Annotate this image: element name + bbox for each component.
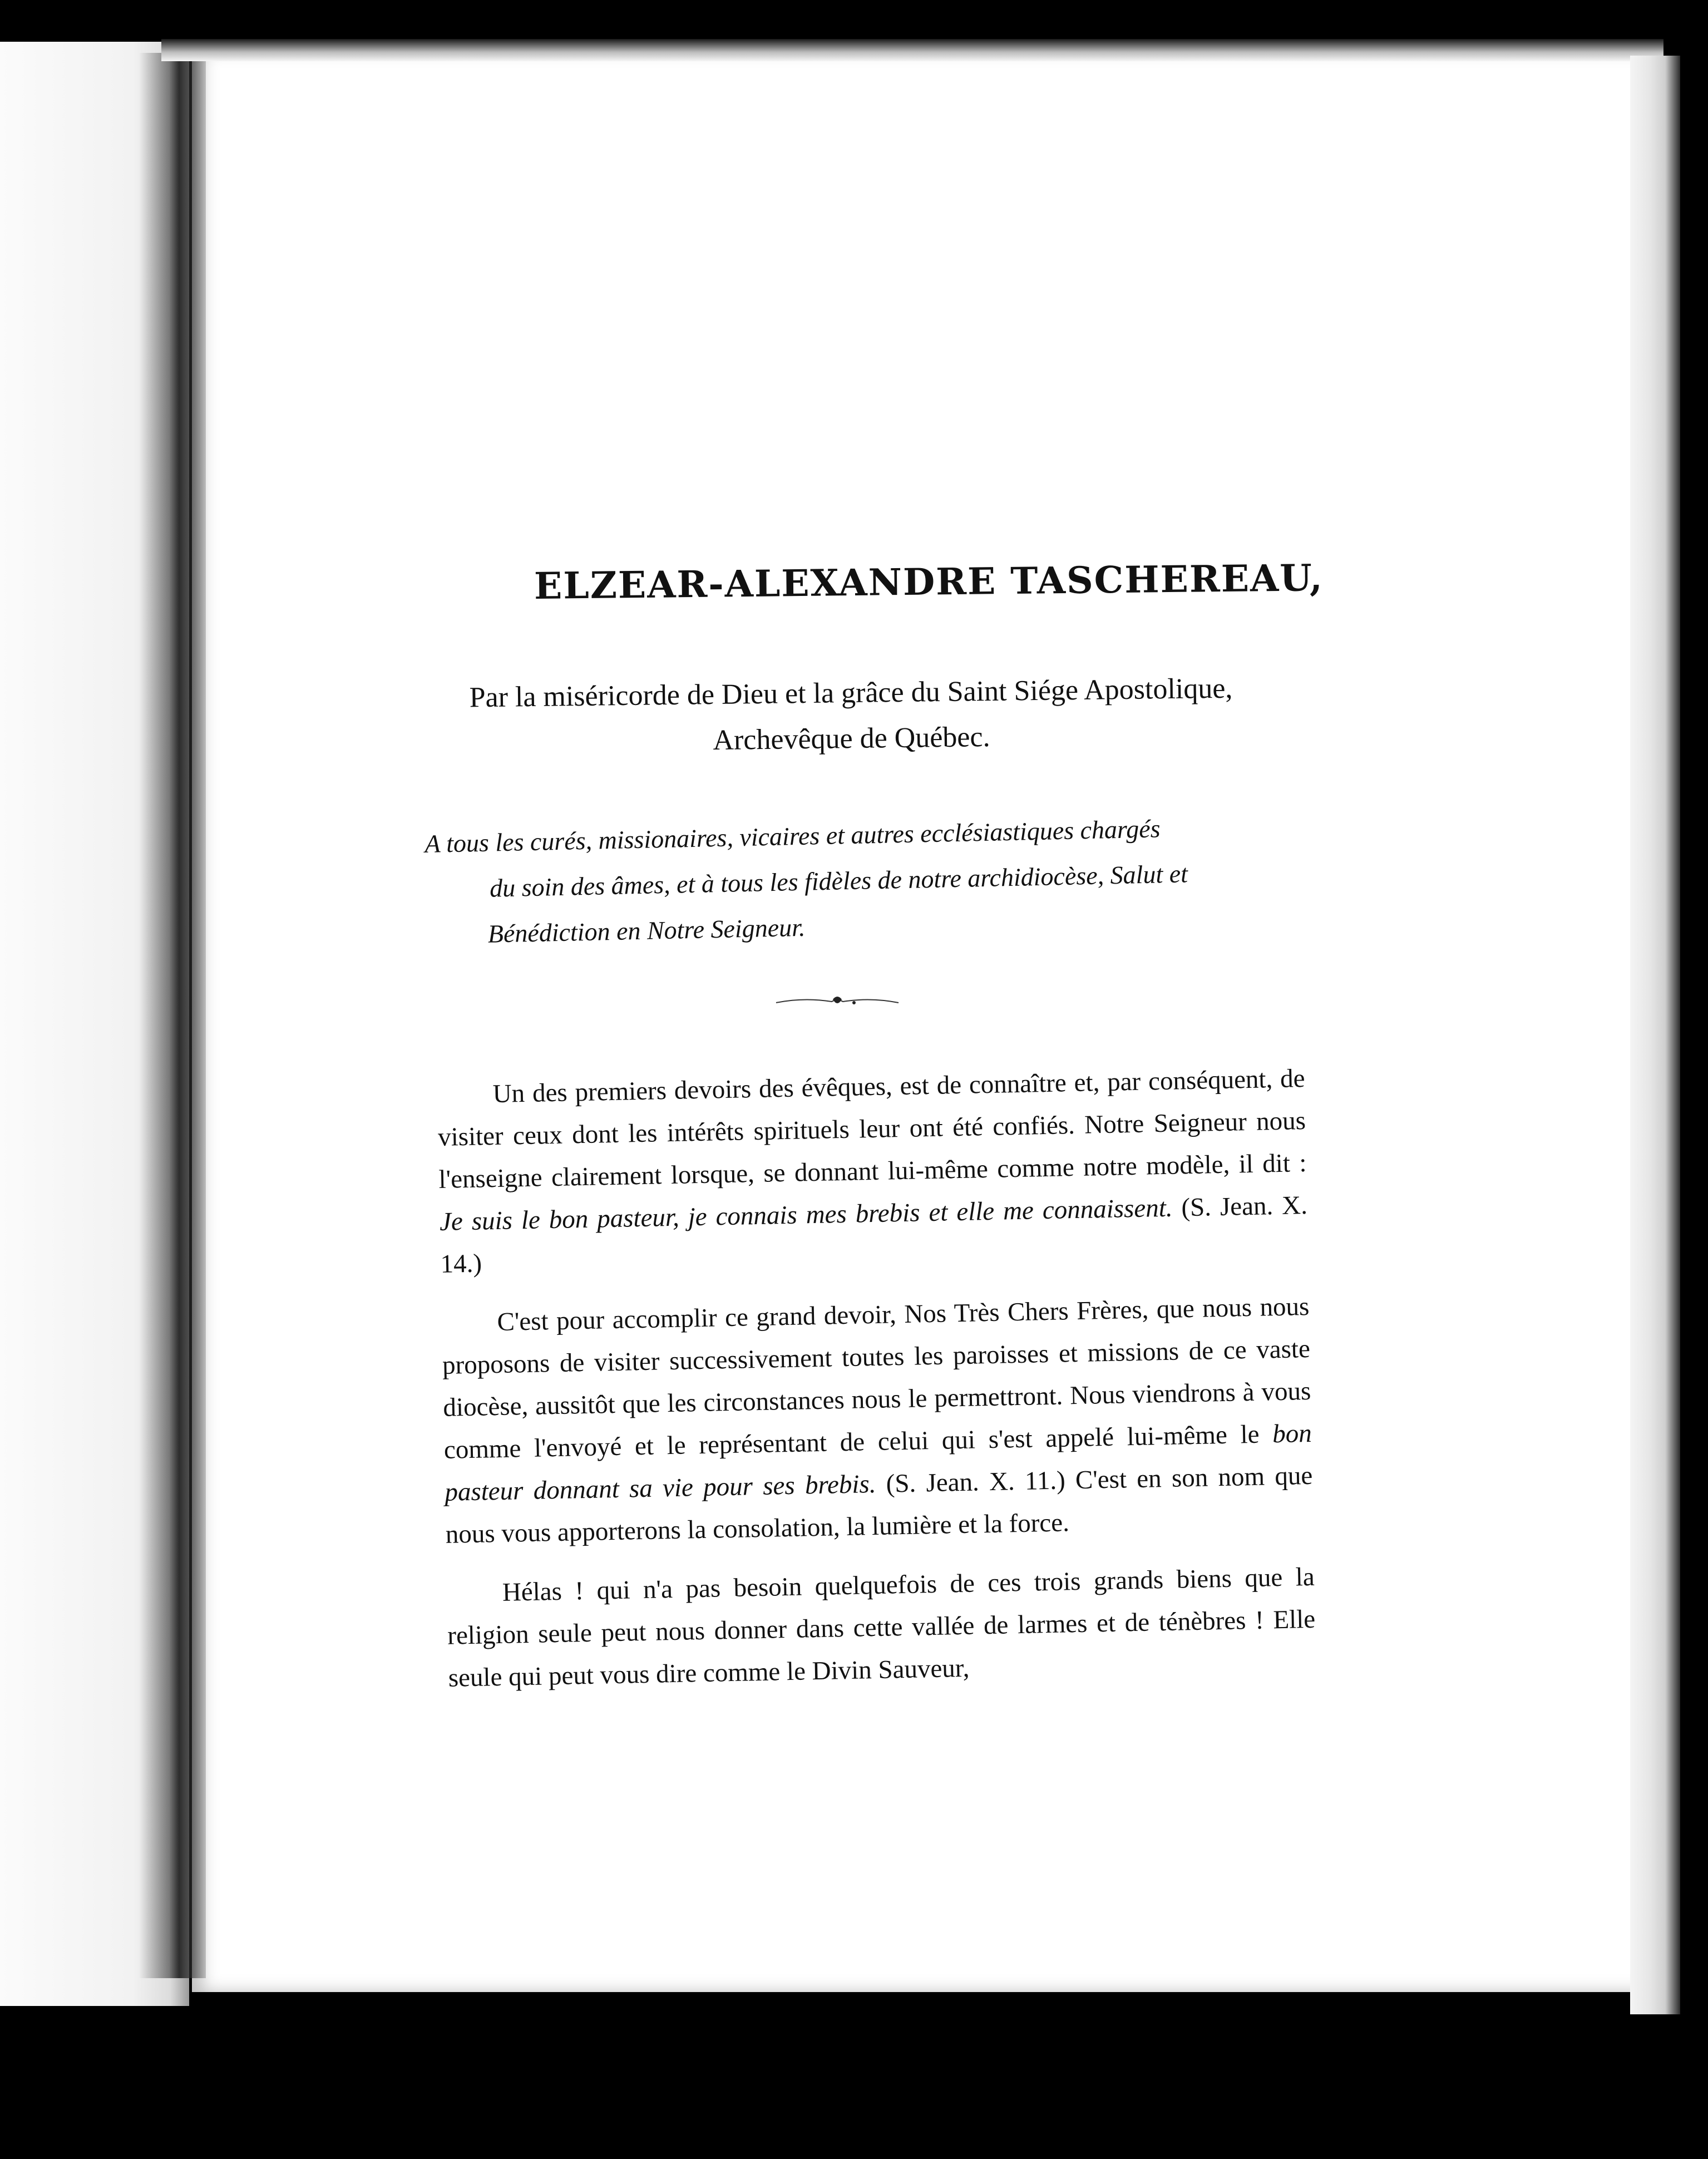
paragraph-text: (S. Jean. X. 11.) C'est en son nom que nous vous apporterons la consolation, la lumière et la force. [445,1461,1313,1549]
subtitle-line: Par la miséricorde de Dieu et la grâce du Saint Siége Apostolique, [469,672,1233,714]
paragraph-text: (S. Jean. X. 14.) [440,1191,1308,1279]
salutation-address [424,804,1278,958]
address-line: A tous les curés, missionaires, vicaires et autres ecclésiastiques chargés [424,814,1161,859]
paragraph-text: Hélas ! qui n'a pas besoin quelquefois de ces trois grands biens que la religion seule peut nous donner dans cette vallée de larmes et de ténèbres ! Elle seule qui peut vous dire comme le Divin Sauveur, [447,1562,1316,1693]
scripture-quote: Je suis le bon pasteur, je connais mes brebis et elle me connaissent. [439,1193,1173,1236]
document-subtitle [422,666,1280,767]
letter-body [437,1057,1317,1716]
body-paragraph [446,1556,1316,1699]
body-paragraph [441,1285,1314,1556]
address-line: Bénédiction en Notre Seigneur. [487,913,806,948]
subtitle-line: Archevêque de Québec. [713,721,990,757]
paragraph-text: Un des premiers devoirs des évêques, est de connaître et, par conséquent, de visiter ceux dont les intérêts spirituels leur ont été confiés. Notre Seigneur nous l'enseigne clairement lorsque, se donnant lui-même comme notre modèle, il dit : [437,1064,1307,1194]
body-paragraph [437,1057,1309,1285]
scripture-quote: bon pasteur donnant sa vie pour ses brebis. [444,1418,1312,1507]
document-title: ELZEAR-ALEXANDRE TASCHEREAU, [534,556,1324,608]
address-line: du soin des âmes, et à tous les fidèles de notre archidiocèse, Salut et [489,859,1188,903]
paragraph-text: C'est pour accomplir ce grand devoir, Nos Très Chers Frères, que nous nous proposons de visiter successivement toutes les paroisses et missions de ce vaste diocèse, aussitôt que les circonstances nous le permettront. Nous viendrons à vous comme l'envoyé et le représentant de celui qui s'est appelé lui-même le [442,1292,1311,1465]
ornament-divider [771,990,904,1013]
